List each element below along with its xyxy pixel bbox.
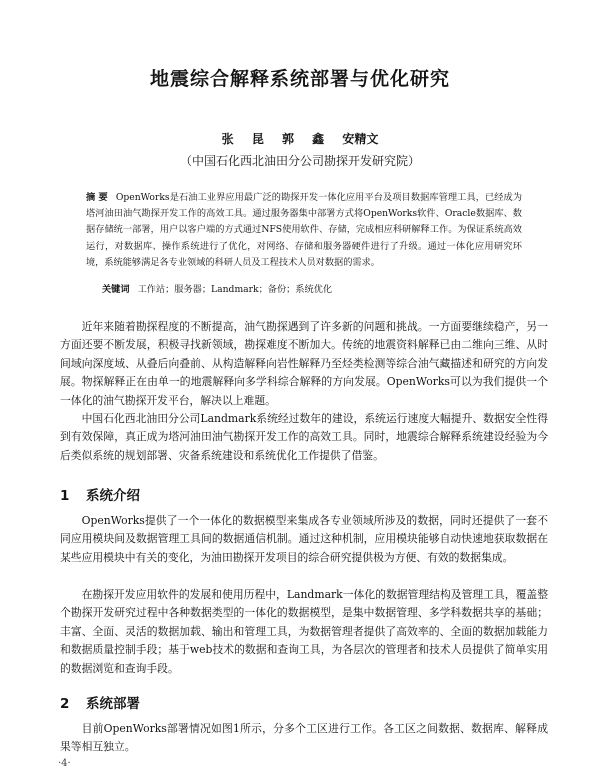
section-2-number: 2 [60, 696, 70, 712]
keywords [102, 283, 522, 297]
keywords-text: 工作站；服务器；Landmark；备份；系统优化 [137, 284, 333, 295]
intro-paragraph-2: 中国石化西北油田分公司Landmark系统经过数年的建设，系统运行速度大幅提升、数据安全性得到有效保障，真正成为塔河油田油气勘探开发工作的高效工具。同时，地震综合解释系统建设经验为今后类似系统的规划部署、灾备系统建设和系统优化工作提供了借鉴。 [60, 412, 548, 462]
section-1-paragraph-2: 在勘探开发应用软件的发展和使用历程中，Landmark一体化的数据管理结构及管理工具，覆盖整个勘探开发研究过程中各种数据类型的一体化的数据模型，是集中数据管理、多学科数据共享的基础；丰富、全面、灵活的数据加载、输出和管理工具，为数据管理者提供了高效率的、全面的数据加载能力和数据质量控制手段；基于web技术的数据和查询工具，为各层次的管理者和技术人员提供了简单实用的数据浏览和查询手段。 [60, 588, 548, 675]
section-2-title: 系统部署 [86, 696, 140, 712]
affiliation: （中国石化西北油田分公司勘探开发研究院） [179, 154, 420, 168]
section-2-paragraph-1: 目前OpenWorks部署情况如图1所示，分多个工区进行工作。各工区之间数据、数据库、解释成果等相互独立。 [60, 722, 548, 754]
section-1-heading [60, 484, 140, 504]
section-1-title: 系统介绍 [86, 488, 140, 504]
abstract-text: OpenWorks是石油工业界应用最广泛的勘探开发一体化应用平台及项目数据库管理工具，已经成为塔河油田油气勘探开发工作的高效工具。通过服务器集中部署方式将OpenWorks软件、Oracle数据库、数据存储统一部署，用户以客户端的方式通过NFS使用软件、存储，完成相应科研解释工作。为保证系统高效运行，对数据库、操作系统进行了优化，对网络、存储和服务器硬件进行了升级。通过一体化应用研究环境，系统能够满足各专业领域的科研人员及工程技术人员对数据的需求。 [86, 192, 523, 268]
section-1-paragraph-1: OpenWorks提供了一个一体化的数据模型来集成各专业领域所涉及的数据，同时还提供了一套不同应用模块间及数据管理工具间的数据通信机制。通过这种机制，应用模块能够自动快速地获取数据在某些应用模块中有关的变化，为油田勘探开发项目的综合研究提供极为方便、有效的数据集成。 [60, 514, 548, 564]
authors: 张 昆 郭 鑫 安精文 [221, 132, 379, 146]
section-2-heading [60, 692, 140, 712]
abstract [86, 190, 522, 271]
page-title: 地震综合解释系统部署与优化研究 [149, 68, 450, 90]
page-mark: ·4· [58, 758, 71, 769]
keywords-label: 关键词 [102, 284, 130, 295]
intro-paragraph-1: 近年来随着勘探程度的不断提高，油气勘探遇到了许多新的问题和挑战。一方面要继续稳产，另一方面还要不断发展，积极寻找新领域，勘探难度不断加大。传统的地震资料解释已由二维向三维、从时间域向深度域、从叠后向叠前、从构造解释向岩性解释乃至烃类检测等综合油气藏描述和研究的方向发展。物探解释正在由单一的地震解释向多学科综合解释的方向发展。OpenWorks可以为我们提供一个一体化的油气勘探开发平台，解决以上难题。 [60, 320, 548, 407]
abstract-label: 摘 要 [86, 192, 108, 203]
section-1-number: 1 [60, 488, 70, 504]
